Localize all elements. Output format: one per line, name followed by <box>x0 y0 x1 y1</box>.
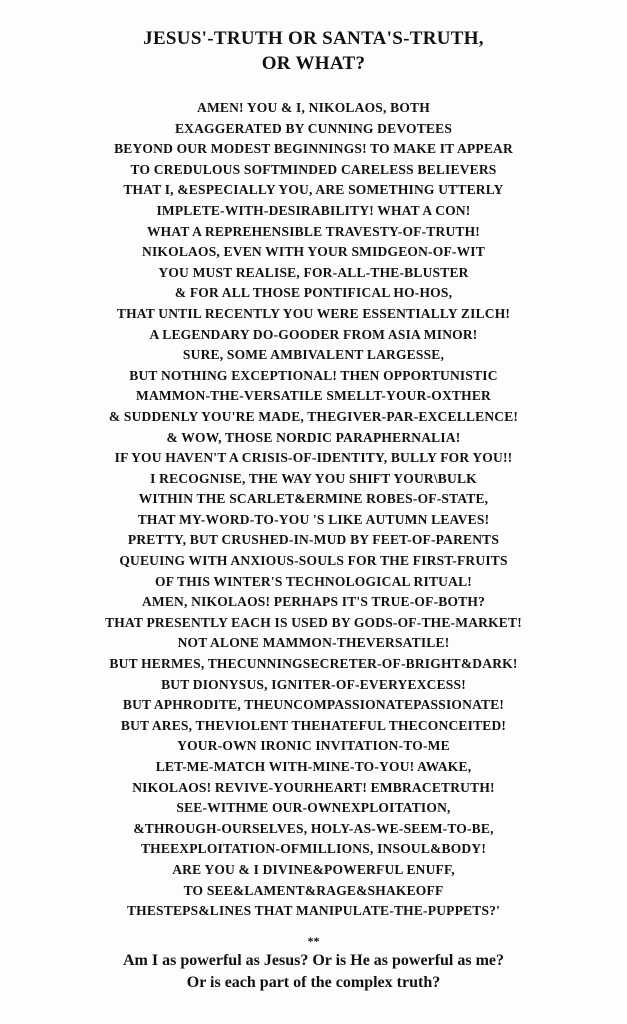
poem-line: SURE, SOME AMBIVALENT LARGESSE, <box>182 347 445 363</box>
poem-line: BUT HERMES, THECUNNINGSECRETER-OF-BRIGHT&DARK! <box>109 656 518 672</box>
poem-line: BUT NOTHING EXCEPTIONAL! THEN OPPORTUNISTIC <box>129 367 498 383</box>
separator: ** <box>307 934 320 948</box>
poem-line: BUT APHRODITE, THEUNCOMPASSIONATEPASSIONATE! <box>122 697 505 713</box>
poem-line: WITHIN THE SCARLET&ERMINE ROBES-OF-STATE, <box>138 491 489 507</box>
poem-line: NIKOLAOS! REVIVE-YOURHEART! EMBRACETRUTH! <box>132 779 495 795</box>
poem-line: BUT ARES, THEVIOLENT THEHATEFUL THECONCEITED! <box>120 717 507 733</box>
poem-line: ARE YOU & I DIVINE&POWERFUL ENUFF, <box>172 861 455 877</box>
poem-line: YOU MUST REALISE, FOR-ALL-THE-BLUSTER <box>158 264 469 280</box>
poem-line: THAT MY-WORD-TO-YOU 'S LIKE AUTUMN LEAVES! <box>137 511 490 527</box>
poem-line: MAMMON-THE-VERSATILE SMELLT-YOUR-OXTHER <box>136 388 491 404</box>
poem-line: THESTEPS&LINES THAT MANIPULATE-THE-PUPPETS?' <box>126 903 501 919</box>
poem-line: TO SEE&LAMENT&RAGE&SHAKEOFF <box>183 882 444 898</box>
poem-line: & WOW, THOSE NORDIC PARAPHERNALIA! <box>166 429 461 445</box>
poem-line: LET-ME-MATCH WITH-MINE-TO-YOU! AWAKE, <box>155 759 472 774</box>
poem-line: BEYOND OUR MODEST BEGINNINGS! TO MAKE IT APPEAR <box>114 141 513 157</box>
poem-line: WHAT A REPREHENSIBLE TRAVESTY-OF-TRUTH! <box>146 223 480 239</box>
closing-line-1: Am I as powerful as Jesus? Or is He as powerful as me? <box>122 952 505 969</box>
closing-line-2: Or is each part of the complex truth? <box>186 974 441 991</box>
poem-line: IMPLETE-WITH-DESIRABILITY! WHAT A CON! <box>156 202 471 218</box>
poem-line: THAT I, &ESPECIALLY YOU, ARE SOMETHING UTTERLY <box>123 182 504 198</box>
poem-line: AMEN! YOU & I, NIKOLAOS, BOTH <box>197 100 430 115</box>
poem-line: NIKOLAOS, EVEN WITH YOUR SMIDGEON-OF-WIT <box>142 244 485 260</box>
poem-line: YOUR-OWN IRONIC INVITATION-TO-ME <box>177 738 450 754</box>
poem-line: IF YOU HAVEN'T A CRISIS-OF-IDENTITY, BULLY FOR YOU!! <box>114 450 513 466</box>
title-line-2: OR WHAT? <box>261 53 366 74</box>
poem-line: SEE-WITHME OUR-OWNEXPLOITATION, <box>176 800 451 816</box>
poem-line: QUEUING WITH ANXIOUS-SOULS FOR THE FIRST-FRUITS <box>119 553 508 569</box>
poem-body <box>0 98 627 922</box>
poem-title <box>0 26 627 76</box>
poem-line: I RECOGNISE, THE WAY YOU SHIFT YOUR\BULK <box>150 470 477 486</box>
poem-line: EXAGGERATED BY CUNNING DEVOTEES <box>174 120 453 136</box>
poem-line: THAT PRESENTLY EACH IS USED BY GODS-OF-THE-MARKET! <box>105 614 522 630</box>
poem-line: AMEN, NIKOLAOS! PERHAPS IT'S TRUE-OF-BOTH? <box>141 594 486 610</box>
poem-line: A LEGENDARY DO-GOODER FROM ASIA MINOR! <box>149 326 478 342</box>
poem-line: TO CREDULOUS SOFTMINDED CARELESS BELIEVERS <box>130 161 497 177</box>
poem-line: PRETTY, BUT CRUSHED-IN-MUD BY FEET-OF-PARENTS <box>127 532 500 548</box>
poem-line: THEEXPLOITATION-OFMILLIONS, INSOUL&BODY! <box>140 841 487 857</box>
poem-line: NOT ALONE MAMMON-THEVERSATILE! <box>177 635 450 651</box>
poem-line: THAT UNTIL RECENTLY YOU WERE ESSENTIALLY ZILCH! <box>116 305 511 321</box>
title-line-1: JESUS'-TRUTH OR SANTA'S-TRUTH, <box>143 28 484 49</box>
poem-line: BUT DIONYSUS, IGNITER-OF-EVERYEXCESS! <box>161 676 466 692</box>
poem-line: & SUDDENLY YOU'RE MADE, THEGIVER-PAR-EXCELLENCE! <box>108 408 519 424</box>
poem-line: &THROUGH-OURSELVES, HOLY-AS-WE-SEEM-TO-BE, <box>133 820 494 836</box>
poem-line: & FOR ALL THOSE PONTIFICAL HO-HOS, <box>174 285 453 301</box>
closing-question <box>0 950 627 994</box>
poem-line: OF THIS WINTER'S TECHNOLOGICAL RITUAL! <box>155 573 472 589</box>
